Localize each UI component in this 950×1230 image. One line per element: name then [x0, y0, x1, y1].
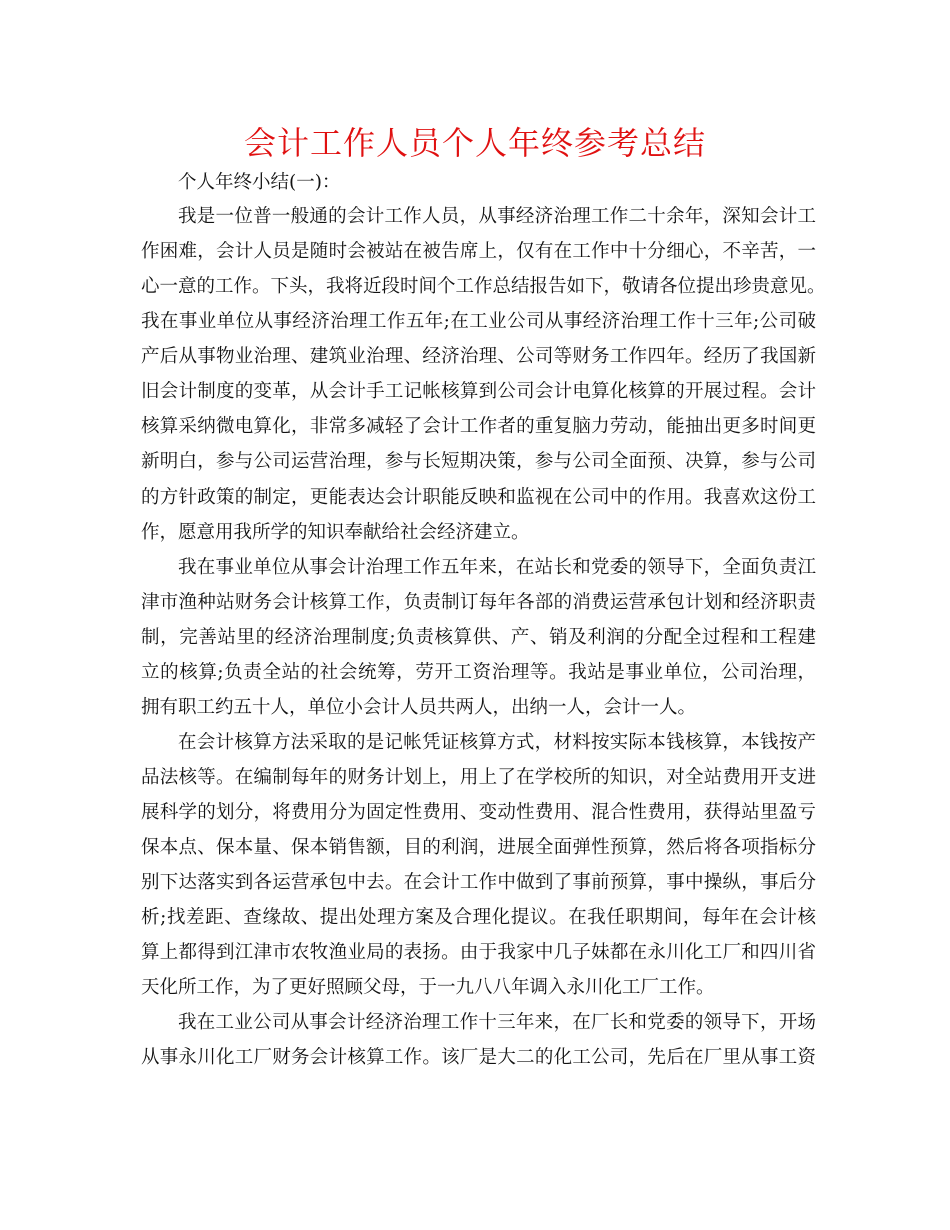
- text-line: 展科学的划分，将费用分为固定性费用、变动性费用、混合性费用，获得站里盈亏: [141, 802, 816, 823]
- text-line: 心一意的工作。下头，我将近段时间个工作总结报告如下，敬请各位提出珍贵意见。: [141, 276, 826, 297]
- text-line: 天化所工作，为了更好照顾父母，于一九八八年调入永川化工厂工作。: [141, 977, 715, 998]
- text-line: 作困难，会计人员是随时会被站在被告席上，仅有在工作中十分细心，不辛苦，一: [141, 241, 816, 262]
- text-line: 产后从事物业治理、建筑业治理、经济治理、公司等财务工作四年。经历了我国新: [141, 346, 816, 367]
- text-line: 拥有职工约五十人，单位小会计人员共两人，出纳一人，会计一人。: [141, 697, 697, 718]
- text-line: 作，愿意用我所学的知识奉献给社会经济建立。: [141, 522, 530, 543]
- text-line: 别下达落实到各运营承包中去。在会计工作中做到了事前预算，事中操纵，事后分: [141, 872, 816, 893]
- text-line: 立的核算;负责全站的社会统筹，劳开工资治理等。我站是事业单位，公司治理，: [141, 662, 816, 683]
- text-line: 的方针政策的制定，更能表达会计职能反映和监视在公司中的作用。我喜欢这份工: [141, 487, 816, 508]
- text-line: 我在事业单位从事会计治理工作五年来，在站长和党委的领导下，全面负责江: [178, 557, 816, 578]
- text-line: 旧会计制度的变革，从会计手工记帐核算到公司会计电算化核算的开展过程。会计: [141, 381, 816, 402]
- text-line: 津市渔种站财务会计核算工作，负责制订每年各部的消费运营承包计划和经济职责: [141, 592, 816, 613]
- text-line: 核算采纳微电算化，非常多减轻了会计工作者的重复脑力劳动，能抽出更多时间更: [141, 416, 816, 437]
- text-line: 品法核等。在编制每年的财务计划上，用上了在学校所的知识，对全站费用开支进: [141, 767, 816, 788]
- text-line: 我在工业公司从事会计经济治理工作十三年来，在厂长和党委的领导下，开场: [178, 1012, 816, 1033]
- text-line: 制，完善站里的经济治理制度;负责核算供、产、销及利润的分配全过程和工程建: [141, 627, 816, 648]
- text-line: 在会计核算方法采取的是记帐凭证核算方式，材料按实际本钱核算，本钱按产: [178, 732, 816, 753]
- text-line: 我在事业单位从事经济治理工作五年;在工业公司从事经济治理工作十三年;公司破: [141, 311, 816, 332]
- text-line: 析;找差距、查缘故、提出处理方案及合理化提议。在我任职期间，每年在会计核: [141, 907, 816, 928]
- text-line: 从事永川化工厂财务会计核算工作。该厂是大二的化工公司，先后在厂里从事工资: [141, 1047, 816, 1068]
- text-line: 保本点、保本量、保本销售额，目的利润，进展全面弹性预算，然后将各项指标分: [141, 837, 816, 858]
- document-title: 会计工作人员个人年终参考总结: [243, 124, 706, 162]
- paragraph-heading: 个人年终小结(一)：: [178, 172, 341, 193]
- text-line: 算上都得到江津市农牧渔业局的表扬。由于我家中几子妹都在永川化工厂和四川省: [141, 942, 816, 963]
- text-line: 新明白，参与公司运营治理，参与长短期决策，参与公司全面预、决算，参与公司: [141, 451, 816, 472]
- text-line: 我是一位普一般通的会计工作人员，从事经济治理工作二十余年，深知会计工: [178, 206, 816, 227]
